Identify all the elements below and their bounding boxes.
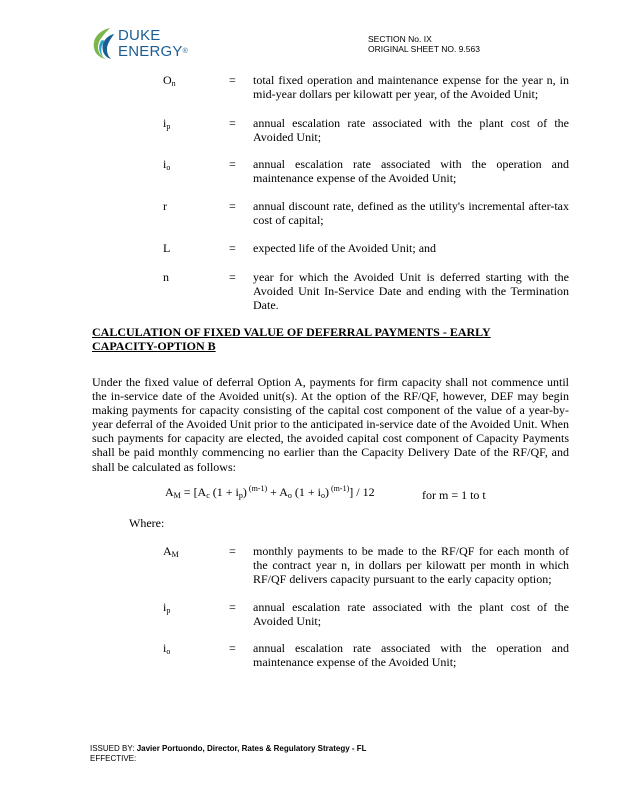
def-symbol: r	[163, 199, 167, 213]
def-symbol: $O_n$	[163, 73, 176, 88]
duke-energy-logo-mark	[88, 26, 118, 62]
section-header	[368, 34, 480, 54]
section-number: SECTION No. IX	[368, 34, 432, 44]
body-paragraph: Under the fixed value of deferral Option A, payments for firm capacity shall not commence until the in-service date of the Avoided unit(s). At the option of the RF/QF, however, DEF may begin making payments for capacity consisting of the capital cost component of the value of a year-by-year deferral of the Avoided Unit prior to the anticipated in-service date of the Avoided Unit. When such payments for capacity are elected, the avoided capital cost component of Capacity Payments shall be paid monthly commencing no earlier than the Capacity Delivery Date of the RF/QF, and shall be calculated as follows:	[92, 375, 569, 474]
logo-registered-mark: ®	[182, 48, 188, 55]
where-label: Where:	[129, 516, 165, 530]
logo-line-1: DUKE	[118, 27, 161, 44]
def-symbol: $i_o$	[163, 641, 171, 656]
duke-energy-logo	[88, 26, 208, 66]
def-text: annual escalation rate associated with the operation and maintenance expense of the Avoided Unit;	[253, 641, 569, 669]
formula-range: for m = 1 to t	[422, 488, 486, 502]
effective-label: EFFECTIVE:	[90, 754, 137, 763]
def-equals: =	[229, 641, 236, 655]
def-equals: =	[229, 199, 236, 213]
def-symbol: $A_M$	[163, 544, 179, 559]
def-symbol: $i_p$	[163, 116, 171, 131]
def-equals: =	[229, 270, 236, 284]
def-text: annual escalation rate associated with the operation and maintenance expense of the Avoided Unit;	[253, 157, 569, 185]
section-heading: CALCULATION OF FIXED VALUE OF DEFERRAL PAYMENTS - EARLY CAPACITY-OPTION B	[92, 325, 491, 353]
issued-by-label: ISSUED BY:	[90, 744, 135, 753]
def-text: year for which the Avoided Unit is deferred starting with the Avoided Unit In-Service Date and ending with the Termination Date.	[253, 270, 569, 312]
logo-line-2: ENERGY	[118, 43, 183, 60]
def-text: annual escalation rate associated with the plant cost of the Avoided Unit;	[253, 116, 569, 144]
def-text: total fixed operation and maintenance expense for the year n, in mid-year dollars per kilowatt per year, of the Avoided Unit;	[253, 73, 569, 101]
capacity-payment-formula: $A_M = [A_c$ $(1 + i_p)$ $^{(m-1)} + A_o$ $(1 + i_o)$ $^{(m-1)}$] / 12	[165, 484, 375, 500]
def-symbol: $i_o$	[163, 157, 171, 172]
def-text: annual escalation rate associated with the plant cost of the Avoided Unit;	[253, 600, 569, 628]
def-text: annual discount rate, defined as the utility's incremental after-tax cost of capital;	[253, 199, 569, 227]
def-equals: =	[229, 241, 236, 255]
def-equals: =	[229, 600, 236, 614]
def-symbol: L	[163, 241, 171, 255]
def-symbol: $i_p$	[163, 600, 171, 615]
def-symbol: n	[163, 270, 169, 284]
def-equals: =	[229, 544, 236, 558]
def-text: monthly payments to be made to the RF/QF for each month of the contract year n, in dollars per kilowatt per month in which RF/QF delivers capacity pursuant to the early capacity option;	[253, 544, 569, 586]
def-text: expected life of the Avoided Unit; and	[253, 241, 437, 255]
issued-by-value: Javier Portuondo, Director, Rates & Regulatory Strategy - FL	[136, 744, 367, 753]
sheet-number: ORIGINAL SHEET NO. 9.563	[368, 44, 480, 54]
def-equals: =	[229, 157, 236, 171]
page-footer	[90, 744, 367, 764]
logo-wordmark	[118, 28, 188, 60]
def-equals: =	[229, 116, 236, 130]
def-equals: =	[229, 73, 236, 87]
